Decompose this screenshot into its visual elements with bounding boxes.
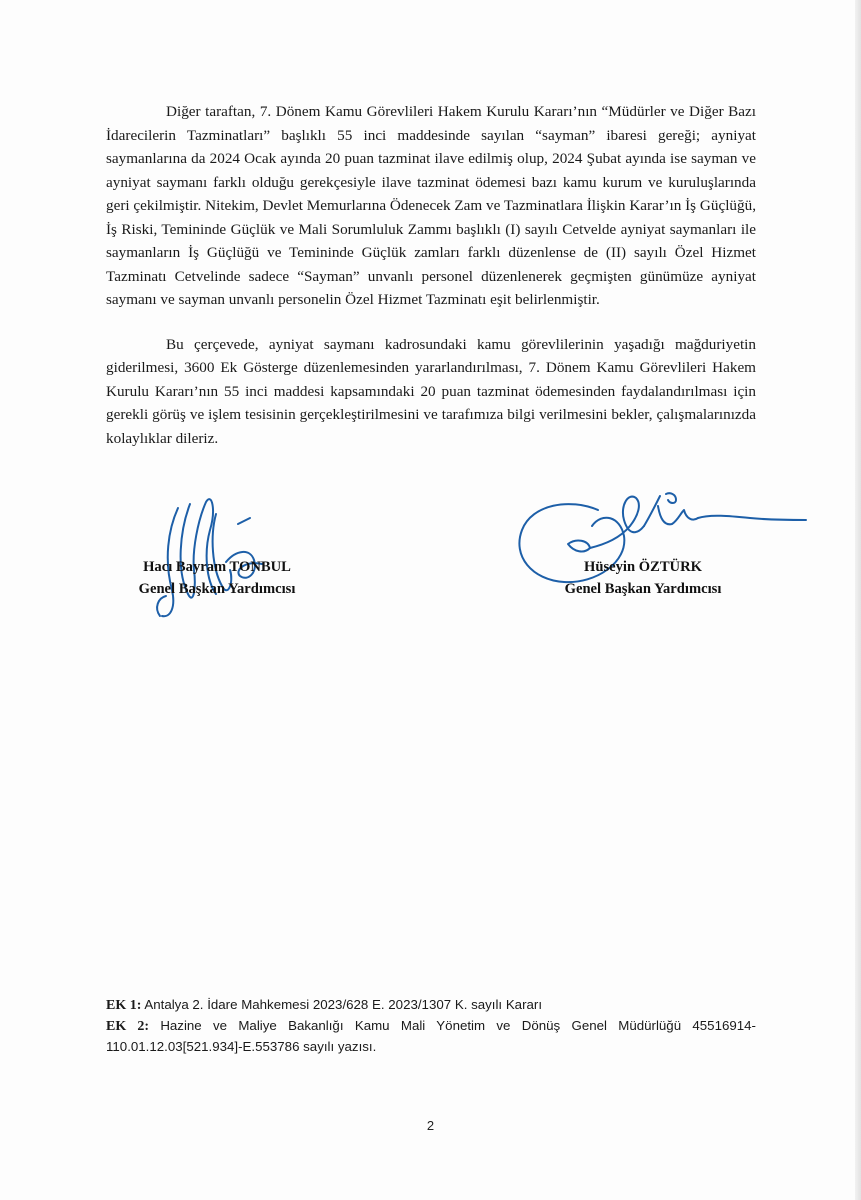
letter-body — [106, 100, 756, 450]
paragraph-1: Diğer taraftan, 7. Dönem Kamu Görevlileri Hakem Kurulu Kararı’nın “Müdürler ve Diğer Bazı İdarecilerin Tazminatları” başlıklı 55 inci maddesinde sayılan “sayman” ibaresi gereği; ayniyat saymanlarına da 2024 Ocak ayında 20 puan tazminat ilave edilmiş olup, 2024 Şubat ayında ise sayman ve ayniyat saymanı farklı olduğu gerekçesiyle ilave tazminat ödemesi bazı kamu kurum ve kuruluşlarında geri çekilmiştir. Nitekim, Devlet Memurlarına Ödenecek Zam ve Tazminatlara İlişkin Karar’ın İş Güçlüğü, İş Riski, Temininde Güçlük ve Mali Sorumluluk Zammı başlıklı (I) sayılı Cetvelde ayniyat saymanları ile saymanların İş Güçlüğü ve Temininde Güçlük zamları farklı düzenlense de (II) sayılı Özel Hizmet Tazminatı Cetvelinde sadece “Sayman” unvanlı personel düzenlenerek geçmişten günümüze ayniyat saymanı ve sayman unvanlı personelin Özel Hizmet Tazminatı eşit belirlenmiştir. — [106, 103, 756, 308]
signatory-left — [112, 556, 322, 600]
attachment-1 — [106, 995, 756, 1016]
signatory-right — [538, 556, 748, 600]
signatory-right-title: Genel Başkan Yardımcısı — [564, 581, 722, 597]
attachment-2 — [106, 1016, 756, 1057]
signatory-left-title: Genel Başkan Yardımcısı — [138, 581, 296, 597]
signature-block — [0, 490, 861, 640]
attachment-2-text: Hazine ve Maliye Bakanlığı Kamu Mali Yönetim ve Dönüş Genel Müdürlüğü 45516914-110.01.12.03[521.934]-E.553786 sayılı yazısı. — [106, 1018, 756, 1054]
paragraph-2: Bu çerçevede, ayniyat saymanı kadrosundaki kamu görevlilerinin yaşadığı mağduriyetin giderilmesi, 3600 Ek Gösterge düzenlemesinden yararlandırılması, 7. Dönem Kamu Görevlileri Hakem Kurulu Kararı’nın 55 inci maddesi kapsamındaki 20 puan tazminat ödemesinden faydalandırılması için gerekli görüş ve işlem tesisinin gerçekleştirilmesini ve tarafımıza bilgi verilmesini bekler, çalışmalarınızda kolaylıklar dileriz. — [106, 335, 756, 447]
attachment-2-label: EK 2: — [106, 1019, 149, 1034]
page-number: 2 — [426, 1118, 435, 1133]
signatory-left-name: Hacı Bayram TONBUL — [143, 559, 291, 575]
attachment-1-label: EK 1: — [106, 998, 142, 1013]
attachments-list — [106, 995, 756, 1057]
attachment-1-text: Antalya 2. İdare Mahkemesi 2023/628 E. 2023/1307 K. sayılı Kararı — [144, 997, 543, 1012]
signatory-right-name: Hüseyin ÖZTÜRK — [584, 559, 702, 575]
